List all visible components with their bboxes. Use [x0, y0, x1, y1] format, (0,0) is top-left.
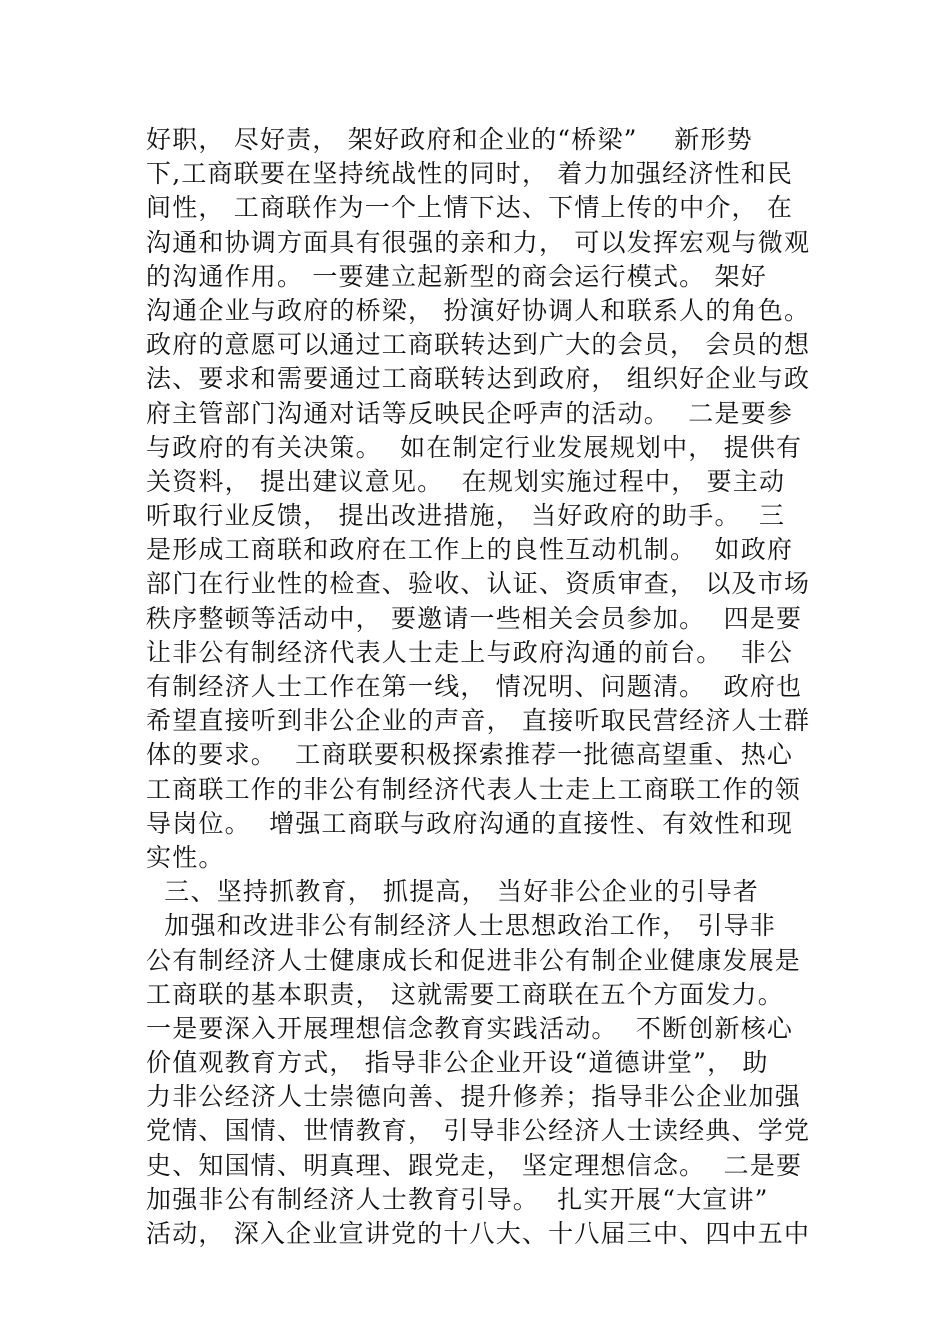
- text-line-32: 加强非公有制经济人士教育引导。 扎实开展“大宣讲”: [146, 1184, 769, 1214]
- text-line-31: 史、知国情、明真理、跟党走， 坚定理想信念。 二是要: [146, 1150, 803, 1180]
- text-line-10: 与政府的有关决策。 如在制定行业发展规划中， 提供有: [146, 432, 803, 462]
- text-line-11: 关资料， 提出建议意见。 在规划实施过程中， 要主动: [146, 466, 786, 496]
- text-line-26: 工商联的基本职责， 这就需要工商联在五个方面发力。: [146, 979, 784, 1009]
- text-line-9: 府主管部门沟通对话等反映民企呼声的活动。 二是要参: [146, 398, 794, 428]
- text-line-5: 的沟通作用。 一要建立起新型的商会运行模式。 架好: [146, 261, 767, 291]
- text-line-2: 下,工商联要在坚持统战性的同时， 着力加强经济性和民: [146, 159, 794, 189]
- text-line-33: 活动， 深入企业宣讲党的十八大、十八届三中、四中五中: [146, 1219, 811, 1248]
- text-line-6: 沟通企业与政府的桥梁， 扮演好协调人和联系人的角色。: [146, 295, 811, 325]
- text-line-22: 实性。: [146, 842, 225, 872]
- text-line-20: 工商联工作的非公有制经济代表人士走上工商联工作的领: [146, 774, 802, 804]
- text-line-14: 部门在行业性的检查、验收、认证、资质审查， 以及市场: [146, 569, 811, 599]
- text-line-8: 法、要求和需要通过工商联转达到政府， 组织好企业与政: [146, 364, 811, 394]
- text-line-13: 是形成工商联和政府在工作上的良性互动机制。 如政府: [146, 535, 794, 565]
- text-line-12: 听取行业反馈， 提出改进措施， 当好政府的助手。 三: [146, 501, 786, 531]
- text-line-21: 导岗位。 增强工商联与政府沟通的直接性、有效性和现: [146, 808, 794, 838]
- text-line-15: 秩序整顿等活动中， 要邀请一些相关会员参加。 四是要: [146, 603, 803, 633]
- text-line-18: 希望直接听到非公企业的声音， 直接听取民营经济人士群: [146, 706, 811, 736]
- text-line-29: 力非公经济人士崇德向善、提升修养；指导非公企业加强: [146, 1082, 802, 1112]
- text-line-27: 一是要深入开展理想信念教育实践活动。 不断创新核心: [146, 1013, 794, 1043]
- text-line-17: 有制经济人士工作在第一线， 情况明、问题清。 政府也: [146, 672, 803, 701]
- text-line-7: 政府的意愿可以通过工商联转达到广大的会员， 会员的想: [146, 330, 811, 360]
- text-line-4: 沟通和协调方面具有很强的亲和力， 可以发挥宏观与微观: [146, 227, 811, 257]
- section-heading: 三、坚持抓教育， 抓提高， 当好非公企业的引导者: [146, 877, 759, 907]
- text-line-16: 让非公有制经济代表人士走上与政府沟通的前台。 非公: [146, 637, 794, 667]
- text-line-30: 党情、国情、世情教育， 引导非公经济人士读经典、学党: [146, 1116, 811, 1146]
- text-line-25: 公有制经济人士健康成长和促进非公有制企业健康发展是: [146, 945, 802, 975]
- text-line-24: 加强和改进非公有制经济人士思想政治工作， 引导非: [146, 911, 777, 941]
- text-line-28: 价值观教育方式， 指导非公企业开设“道德讲堂”， 助: [146, 1048, 769, 1078]
- document-page: [146, 123, 811, 1251]
- text-line-1: 好职， 尽好责， 架好政府和企业的“桥梁” 新形势: [146, 125, 753, 154]
- text-line-19: 体的要求。 工商联要积极探索推荐一批德高望重、热心: [146, 740, 794, 770]
- text-line-3: 间性， 工商联作为一个上情下达、下情上传的中介， 在: [146, 193, 794, 223]
